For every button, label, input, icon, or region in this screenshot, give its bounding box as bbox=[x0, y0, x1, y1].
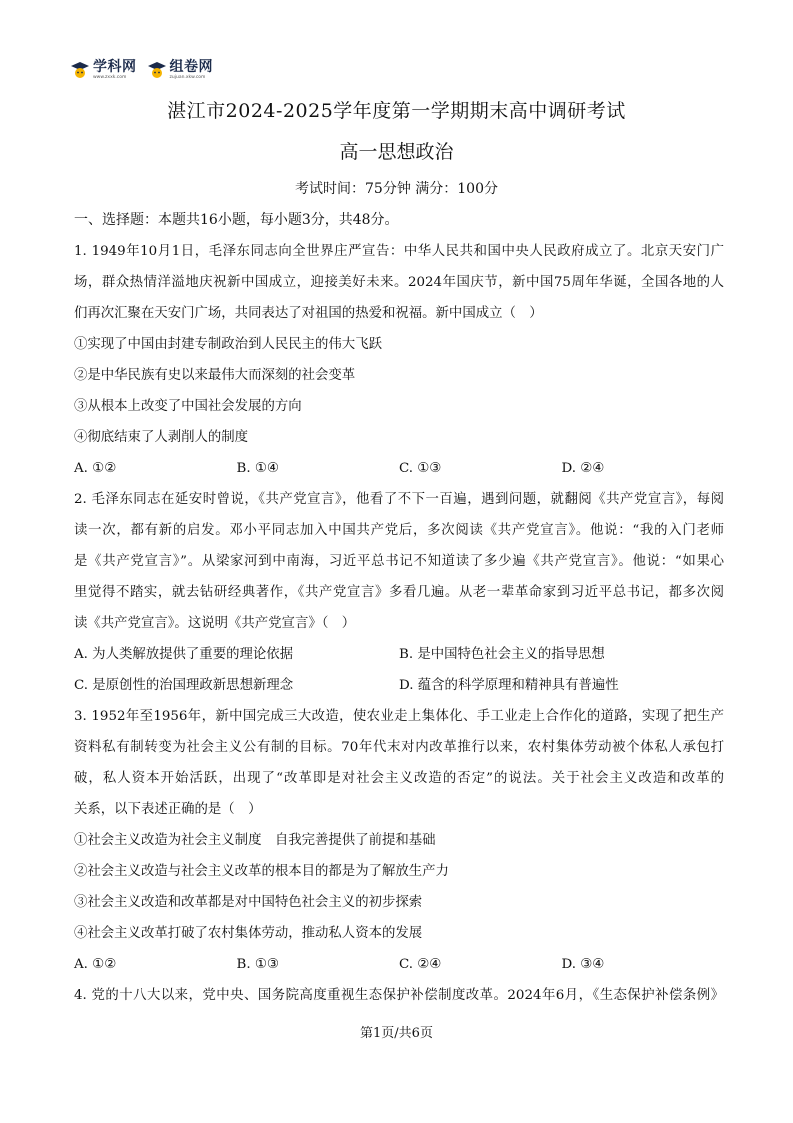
statement-item: ④社会主义改革打破了农村集体劳动，推动私人资本的发展 bbox=[74, 926, 423, 941]
question-line: 读《共产党宣言》。这说明《共产党宣言》（ ） bbox=[74, 616, 356, 631]
exam-content bbox=[74, 205, 724, 1011]
question-line: 4. 党的十八大以来，党中央、国务院高度重视生态保护补偿制度改革。2024年6月，《生态保护补偿条例》 bbox=[74, 988, 724, 1003]
exam-subject: 高一思想政治 bbox=[339, 141, 454, 163]
statement-item: ③从根本上改变了中国社会发展的方向 bbox=[74, 399, 302, 414]
page-number: 第1页/共6页 bbox=[360, 1026, 433, 1041]
logo-xuekewang bbox=[70, 60, 137, 81]
exam-info: 考试时间：75分钟 满分：100分 bbox=[295, 181, 498, 197]
statement-item: ③社会主义改造和改革都是对中国特色社会主义的初步探索 bbox=[74, 895, 423, 910]
option-c: C. 是原创性的治国理政新思想新理念 bbox=[74, 678, 294, 693]
exam-title: 湛江市2024-2025学年度第一学期期末高中调研考试 bbox=[167, 100, 626, 122]
question-line: 里觉得不踏实，就去钻研经典著作，《共产党宣言》多看几遍。从老一辈革命家到习近平总书记，都多次阅 bbox=[74, 585, 724, 600]
logo-zujuanwang bbox=[147, 60, 214, 81]
graduation-cap-icon bbox=[147, 61, 167, 79]
statement-item: ②社会主义改造与社会主义改革的根本目的都是为了解放生产力 bbox=[74, 864, 449, 879]
question-line: 是《共产党宣言》”。从梁家河到中南海，习近平总书记不知道读了多少遍《共产党宣言》。他说：“如果心 bbox=[74, 554, 724, 569]
question-line: 1. 1949年10月1日，毛泽东同志向全世界庄严宣告：中华人民共和国中央人民政府成立了。北京天安门广 bbox=[74, 244, 724, 259]
statement-item: ①社会主义改造为社会主义制度 自我完善提供了前提和基础 bbox=[74, 833, 436, 848]
statement-item: ②是中华民族有史以来最伟大而深刻的社会变革 bbox=[74, 368, 356, 383]
statement-item: ①实现了中国由封建专制政治到人民民主的伟大飞跃 bbox=[74, 337, 382, 352]
question-line: 2. 毛泽东同志在延安时曾说，《共产党宣言》，他看了不下一百遍，遇到问题，就翻阅《共产党宣言》，每阅 bbox=[74, 492, 724, 507]
option-b: B. ①④ bbox=[236, 461, 279, 476]
option-d: D. ②④ bbox=[561, 461, 605, 476]
logo-name: 学科网 bbox=[93, 59, 137, 75]
question-line: 破，私人资本开始活跃，出现了“改革即是对社会主义改造的否定”的说法。关于社会主义改造和改革的 bbox=[74, 771, 724, 786]
question-line: 资料私有制转变为社会主义公有制的目标。70年代末对内改革推行以来，农村集体劳动被个体私人承包打 bbox=[74, 740, 724, 755]
option-b: B. 是中国特色社会主义的指导思想 bbox=[399, 647, 605, 662]
answer-options bbox=[74, 453, 724, 484]
question-line: 们再次汇聚在天安门广场，共同表达了对祖国的热爱和祝福。新中国成立（ ） bbox=[74, 306, 543, 321]
option-a: A. ①② bbox=[74, 461, 117, 476]
option-a: A. ①② bbox=[74, 957, 117, 972]
logo-name: 组卷网 bbox=[169, 59, 213, 75]
question-line: 场，群众热情洋溢地庆祝新中国成立，迎接美好未来。2024年国庆节，新中国75周年华诞，全国各地的人 bbox=[74, 275, 724, 290]
option-d: D. ③④ bbox=[561, 957, 605, 972]
option-c: C. ②④ bbox=[399, 957, 442, 972]
question-line: 读一次，都有新的启发。邓小平同志加入中国共产党后，多次阅读《共产党宣言》。他说：“我的入门老师 bbox=[74, 523, 724, 538]
statement-item: ④彻底结束了人剥削人的制度 bbox=[74, 430, 249, 445]
graduation-cap-icon bbox=[70, 61, 90, 79]
section-heading: 一、选择题：本题共16小题，每小题3分，共48分。 bbox=[74, 212, 399, 228]
question-line: 关系，以下表述正确的是（ ） bbox=[74, 802, 262, 817]
header-logos bbox=[70, 60, 213, 81]
option-b: B. ①③ bbox=[236, 957, 279, 972]
answer-options bbox=[74, 639, 724, 670]
logo-url: zujuan.xkw.com bbox=[169, 75, 206, 80]
option-d: D. 蕴含的科学原理和精神具有普遍性 bbox=[399, 678, 619, 693]
option-a: A. 为人类解放提供了重要的理论依据 bbox=[74, 647, 294, 662]
question-line: 3. 1952年至1956年，新中国完成三大改造，使农业走上集体化、手工业走上合作化的道路，实现了把生产 bbox=[74, 709, 724, 724]
answer-options bbox=[74, 670, 724, 701]
option-c: C. ①③ bbox=[399, 461, 442, 476]
logo-url: www.zxxk.com bbox=[93, 75, 127, 80]
answer-options bbox=[74, 949, 724, 980]
